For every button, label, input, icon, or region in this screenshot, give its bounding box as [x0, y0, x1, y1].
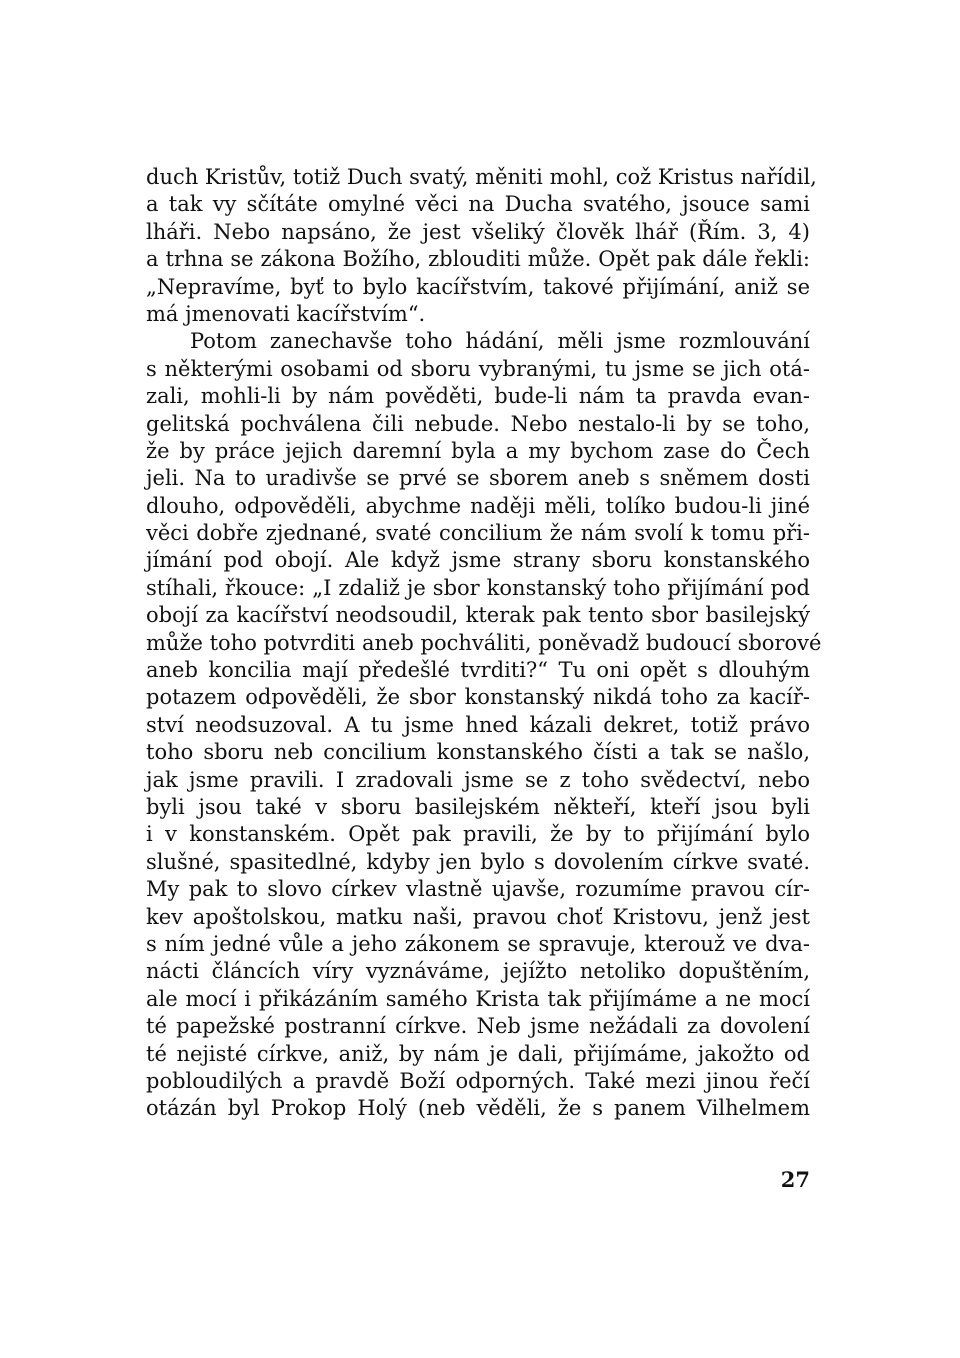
- text-line: My pak to slovo církev vlastně ujavše, rozumíme pravou cír-: [146, 877, 810, 902]
- text-line: té papežské postranní církve. Neb jsme nežádali za dovolení: [146, 1014, 810, 1039]
- text-line: a trhna se zákona Božího, zblouditi může. Opět pak dále řekli:: [146, 247, 810, 272]
- text-line: věci dobře zjednané, svaté concilium že nám svolí k tomu při-: [146, 521, 810, 546]
- paragraph-start-line: Potom zanechavše toho hádání, měli jsme rozmlouvání: [190, 329, 810, 354]
- text-line: a tak vy sčítáte omylné věci na Ducha svatého, jsouce sami: [146, 192, 810, 217]
- text-line: s ním jedné vůle a jeho zákonem se spravuje, kterouž ve dva-: [146, 931, 810, 956]
- text-line: ale mocí i přikázáním samého Krista tak přijímáme a ne mocí: [146, 986, 810, 1011]
- text-line: jak jsme pravili. I zradovali jsme se z toho svědectví, nebo: [146, 767, 810, 792]
- text-line: gelitská pochválena čili nebude. Nebo nestalo-li by se toho,: [146, 411, 810, 436]
- text-line: stíhali, řkouce: „I zdaliž je sbor konstanský toho přijímání pod: [146, 575, 810, 600]
- text-line: „Nepravíme, byť to bylo kacířstvím, takové přijímání, aniž se: [146, 274, 810, 299]
- text-line: byli jsou také v sboru basilejském někteří, kteří jsou byli: [146, 794, 810, 819]
- text-line: aneb koncilia mají předešlé tvrditi?“ Tu oni opět s dlouhým: [146, 658, 810, 683]
- text-line: otázán byl Prokop Holý (neb věděli, že s panem Vilhelmem: [146, 1096, 810, 1121]
- text-line: dlouho, odpověděli, abychme naději měli, tolíko budou-li jiné: [146, 493, 810, 518]
- text-line: že by práce jejich daremní byla a my bychom zase do Čech: [146, 438, 810, 463]
- text-line: jeli. Na to uradivše se prvé se sborem aneb s sněmem dosti: [146, 466, 810, 491]
- text-line: může toho potvrditi aneb pochváliti, poněvadž budoucí sborové: [146, 630, 822, 655]
- page-number: 27: [780, 1167, 810, 1192]
- text-line: pobloudilých a pravdě Boží odporných. Také mezi jinou řečí: [146, 1068, 810, 1093]
- text-line: lháři. Nebo napsáno, že jest všeliký člověk lhář (Řím. 3, 4): [146, 219, 810, 244]
- text-line: i v konstanském. Opět pak pravili, že by to přijímání bylo: [146, 822, 810, 847]
- body-text: [146, 164, 822, 1123]
- text-line: potazem odpověděli, že sbor konstanský nikdá toho za kacíř-: [146, 685, 810, 710]
- paragraph-end-line: má jmenovati kacířstvím“.: [146, 301, 426, 326]
- text-line: nácti článcích víry vyznáváme, jejížto netoliko dopuštěním,: [146, 959, 810, 984]
- text-line: duch Kristův, totiž Duch svatý, měniti mohl, což Kristus nařídil,: [146, 165, 817, 189]
- text-line: kev apoštolskou, matku naši, pravou choť Kristovu, jenž jest: [146, 904, 810, 929]
- text-line: obojí za kacířství neodsoudil, kterak pak tento sbor basilejský: [146, 603, 810, 628]
- text-line: s některými osobami od sboru vybranými, tu jsme se jich otá-: [146, 356, 810, 381]
- text-line: jímání pod obojí. Ale když jsme strany sboru konstanského: [146, 548, 810, 573]
- text-line: té nejisté církve, aniž, by nám je dali, přijímáme, jakožto od: [146, 1041, 810, 1066]
- text-line: ství neodsuzoval. A tu jsme hned kázali dekret, totiž právo: [146, 712, 810, 737]
- text-line: zali, mohli-li by nám pověděti, bude-li nám ta pravda evan-: [146, 384, 810, 409]
- text-line: slušné, spasitedlné, kdyby jen bylo s dovolením církve svaté.: [146, 849, 810, 874]
- text-line: toho sboru neb concilium konstanského čísti a tak se našlo,: [146, 740, 810, 765]
